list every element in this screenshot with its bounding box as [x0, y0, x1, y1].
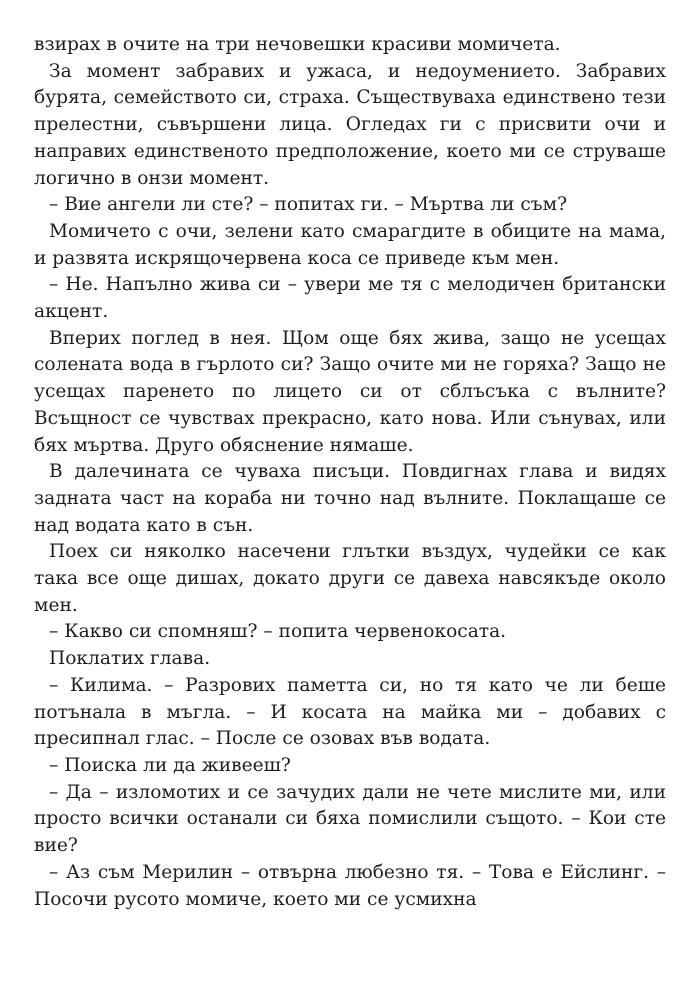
paragraph-8: Поех си няколко насечени глътки въздух, чудейки се как така все още дишах, докато други се давеха навсякъде около мен. [34, 541, 666, 616]
paragraph-12: – Поиска ли да живееш? [49, 754, 291, 776]
paragraph-14: – Аз съм Мерилин – отвърна любезно тя. – Това е Ейслинг. – Посочи русото момиче, което ми се усмихна [34, 861, 666, 910]
paragraph-4: Момичето с очи, зелени като смарагдите в обиците на мама, и развята искрящочервена коса се приведе към мен. [34, 220, 666, 269]
paragraph-5: – Не. Напълно жива си – увери ме тя с мелодичен британски акцент. [34, 274, 666, 323]
paragraph-9: – Какво си спомняш? – попита червенокосата. [49, 621, 507, 643]
paragraph-10: Поклатих глава. [49, 648, 211, 670]
paragraph-11: – Килима. – Разрових паметта си, но тя като че ли беше потънала в мъгла. – И косата на майка ми – добавих с пресипнал глас. – После се озовах във водата. [34, 674, 666, 750]
paragraph-7: В далечината се чуваха писъци. Повдигнах глава и видях задната част на кораба ни точно над вълните. Поклащаше се над водата като в сън. [34, 461, 666, 536]
paragraph-13: – Да – изломотих и се зачудих дали не чете мислите ми, или просто всички останали си бяха помислили същото. – Кои сте вие? [34, 781, 666, 857]
paragraph-6: Вперих поглед в нея. Щом още бях жива, защо не усещах солената вода в гърлото си? Защо очите ми не горяха? Защо не усещах паренето по лицето си от сблъсъка с вълните? Всъщност се чувствах прекрасно, като нова. Или сънувах, или бях мъртва. Друго обяснение нямаше. [34, 327, 666, 456]
paragraph-3: – Вие ангели ли сте? – попитах ги. – Мъртва ли съм? [49, 194, 568, 216]
paragraph-2: За момент забравих и ужаса, и недоумението. Забравих бурята, семейството си, страха. Съществуваха единствено тези прелестни, съвършени лица. Огледах ги с присвити очи и направих единственото предположение, което ми се струваше логично в онзи момент. [34, 60, 666, 189]
paragraph-1: взирах в очите на три нечовешки красиви момичета. [34, 34, 561, 55]
